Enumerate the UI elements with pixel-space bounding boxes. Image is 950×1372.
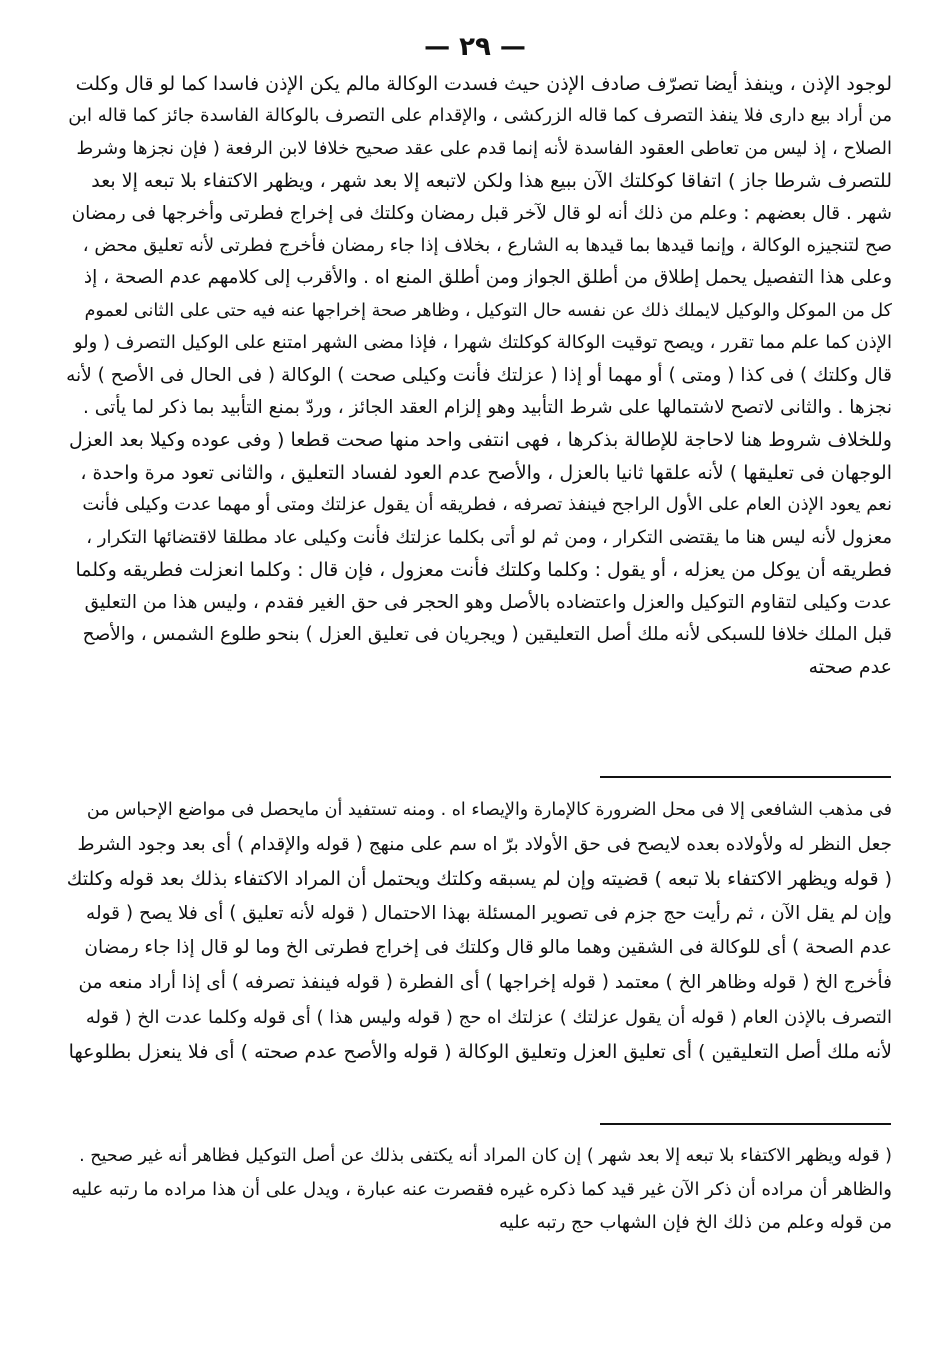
main-text-line: معزول لأنه ليس هنا ما يقتضى التكرار ، ومن ثم لو أتى بكلما عزلتك فأنت وكيلى عاد مطلقا لاقتضائها التكرار ، [86,526,892,548]
commentary-line: فأخرج الخ ( قوله وظاهر الخ ) معتمد ( قوله إخراجها ) أى الفطرة ( قوله فينفذ تصرفه ) أى إذا أراد منعه من [78,971,892,993]
main-text-line: قال وكلتك ) فى كذا ( ومتى ) أو مهما أو إذا ( عزلتك فأنت وكيلى صحت ) الوكالة ( فى الحال فى الأصح ) لأنه [66,364,892,386]
commentary-text [66,793,892,1070]
main-text [66,68,892,684]
commentary-line: ( قوله ويظهر الاكتفاء بلا تبعه ) قضيته وإن لم يسبقه وكلتك ويحتمل أن المراد الاكتفاء بذلك بعد قوله وكلتك [66,868,892,891]
footnote-line: من قوله وعلم من ذلك الخ فإن الشهاب حج رتبه عليه [499,1212,892,1233]
main-text-line: وعلى هذا التفصيل يحمل إطلاق من أطلق الجواز ومن أطلق المنع اه . والأقرب إلى كلامهم عدم الصحة ، إذ [83,267,892,289]
footnote-line: والظاهر أن مراده أن ذكر الآن غير قيد كما ذكره غيره فقصرت عنه عبارة ، ويدل على أن هذا مراده ما رتبه عليه [71,1179,892,1200]
main-text-line: كل من الموكل والوكيل لايملك ذلك عن نفسه حال التوكيل ، وظاهر صحة إخراجها عنه فيه حتى على الثانى لعموم [84,300,892,321]
commentary-line: وإن لم يقل الآن ، ثم رأيت حج جزم فى تصوير المسئلة بهذا الاحتمال ( قوله لأنه تعليق ) أى فلا يصح ( قوله [86,902,892,924]
section-divider [600,776,891,778]
footnote-line: ( قوله ويظهر الاكتفاء بلا تبعه إلا بعد شهر ) إن كان المراد أنه يكتفى بذلك عن أصل التوكيل فظاهر أنه غير صحيح . [79,1146,892,1166]
main-text-line: وللخلاف شروط هنا لاحاجة للإطالة بذكرها ، فهى انتفى واحد منها صحت قطعا ( وفى عوده وكيلا بعد العزل [68,429,892,452]
main-text-line: فطريقه أن يوكل من يعزله ، أو يقول : وكلما وكلتك فأنت معزول ، فإن قال : وكلما انعزلت فطريقه وكلما [75,559,892,582]
main-text-line: صح لتنجيزه الوكالة ، وإنما قيدها بما قيدها به الشارع ، بخلاف إذا جاء رمضان فأخرج فطرتى لأنه تعليق محض ، [82,235,892,257]
main-text-line: لوجود الإذن ، وينفذ أيضا تصرّف صادف الإذن حيث فسدت الوكالة مالم يكن الإذن فاسدا كما لو قال وكلت [75,73,892,95]
page-number: — ٢٩ — [424,32,526,62]
main-text-line: نجزها . والثانى لاتصح لاشتمالها على شرط التأبيد وهو إلزام العقد الجائز ، وردّ بمنع التأبيد بما ذكر لما يأتى . [82,397,892,419]
main-text-line: من أراد بيع دارى فلا ينفذ التصرف كما قاله الزركشى ، والإقدام على التصرف بالوكالة الفاسدة جائز كما قاله ابن [68,105,892,127]
main-text-line: الصلاح ، إذ ليس من تعاطى العقود الفاسدة لأنه إنما قدم على عقد صحيح خلافا لابن الرفعة ( فإن نجزها وشرط [76,137,892,159]
section-divider [600,1123,891,1125]
commentary-line: فى مذهب الشافعى إلا فى محل الضرورة كالإمارة والإيصاء اه . ومنه تستفيد أن مايحصل فى مواضع الإحباس من [86,800,892,820]
main-text-line: نعم يعود الإذن العام على الأول الراجح فينفذ تصرفه ، فطريقه أن يقول عزلتك ومتى أو مهما عدت وكيلى فأنت [82,494,892,516]
main-text-line: الإذن كما علم مما تقرر ، ويصح توقيت الوكالة كوكلتك شهرا ، فإذا مضى الشهر امتنع على الوكيل التصرف ( ولو [73,332,892,354]
footnote-text [66,1140,892,1239]
main-text-line: الوجهان فى تعليقها ) لأنه علقها ثانيا بالعزل ، والأصح عدم العود لفساد التعليق ، والثانى تعود مرة واحدة ، [80,461,892,484]
main-text-line: عدت وكيلى لتقاوم التوكيل والعزل واعتضاده بالأصل وهو الحجر فى حق الغير فقدم ، وليس هذا من التعليق [84,591,892,613]
commentary-line: لأنه ملك أصل التعليقين ) أى تعليق العزل وتعليق الوكالة ( قوله والأصح عدم صحته ) أى فلا ينعزل بطلوعها [68,1041,892,1064]
main-text-line: عدم صحته [808,656,892,679]
commentary-line: جعل النظر له ولأولاده بعده لايصح فى حق الأولاد برّ اه سم على منهج ( قوله والإقدام ) أى بعد وجود الشرط [77,833,892,855]
main-text-line: للتصرف شرطا جاز ) اتفاقا كوكلتك الآن ببيع هذا ولكن لاتبعه إلا بعد شهر ، ويظهر الاكتفاء بلا تبعه إلا بعد [91,170,892,193]
commentary-line: التصرف بالإذن العام ( قوله أن يقول عزلتك ) عزلتك اه حج ( قوله وليس هذا ) أى قوله وكلما عدت الخ ( قوله [85,1006,892,1028]
main-text-line: قبل الملك خلافا للسبكى لأنه ملك أصل التعليقين ( ويجريان فى تعليق العزل ) بنحو طلوع الشمس ، والأصح [82,623,892,645]
commentary-line: عدم الصحة ) أى للوكالة فى الشقين وهما مالو قال وكلتك فى إخراج فطرتى الخ وما لو قال إذا جاء رمضان [84,937,892,959]
main-text-line: شهر . قال بعضهم : وعلم من ذلك أنه لو قال لآخر قبل رمضان وكلتك فى إخراج فطرتى وأخرجها فى رمضان [71,202,892,224]
